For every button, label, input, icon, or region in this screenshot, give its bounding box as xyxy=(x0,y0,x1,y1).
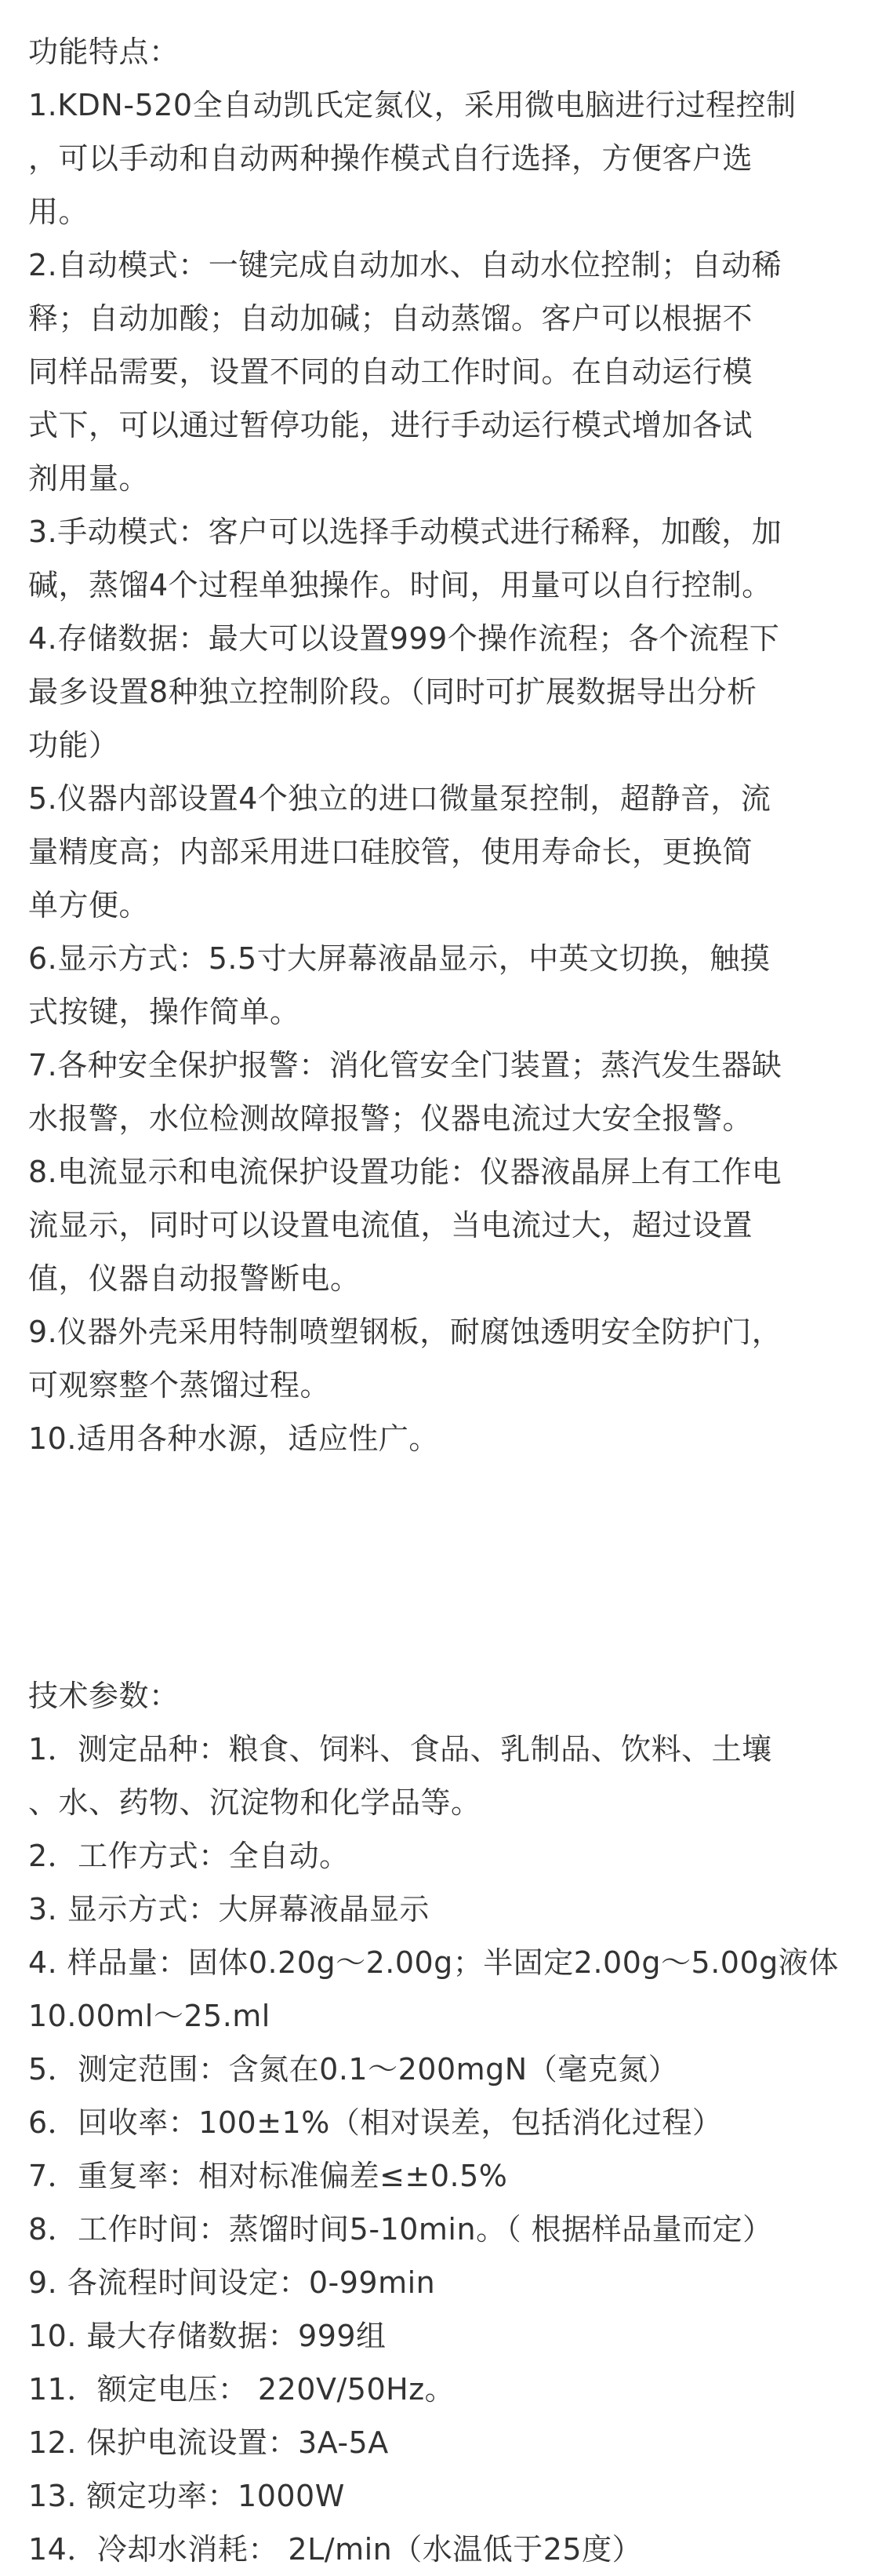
features-line: ，可以手动和自动两种操作模式自行选择，方便客户选 xyxy=(28,141,753,176)
specs-line: 10.00ml～25.ml xyxy=(28,1999,270,2033)
features-line: 单方便。 xyxy=(28,888,150,922)
features-line: 可观察整个蒸馏过程。 xyxy=(28,1368,331,1403)
features-line: 值，仪器自动报警断电。 xyxy=(28,1261,361,1296)
specs-line: 2．工作方式：全自动。 xyxy=(28,1839,350,1873)
specs-line: 3. 显示方式：大屏幕液晶显示 xyxy=(28,1892,430,1927)
features-line: 剂用量。 xyxy=(28,461,150,496)
specs-line: 5．测定范围：含氮在0.1～200mgN（毫克氮） xyxy=(28,2052,679,2087)
features-line: 用。 xyxy=(28,195,89,229)
specs-section xyxy=(28,1669,859,2576)
features-line: 4.存储数据：最大可以设置999个操作流程；各个流程下 xyxy=(28,621,780,656)
features-line: 最多设置8种独立控制阶段。（同时可扩展数据导出分析 xyxy=(28,675,757,709)
features-line: 同样品需要，设置不同的自动工作时间。在自动运行模 xyxy=(28,355,753,389)
features-line: 2.自动模式：一键完成自动加水、自动水位控制；自动稀 xyxy=(28,248,782,282)
features-line: 10.适用各种水源，适应性广。 xyxy=(28,1421,439,1456)
features-line: 功能） xyxy=(28,728,119,762)
specs-line: 12. 保护电流设置：3A-5A xyxy=(28,2425,389,2460)
features-line: 3.手动模式：客户可以选择手动模式进行稀释，加酸，加 xyxy=(28,515,782,549)
features-line: 5.仪器内部设置4个独立的进口微量泵控制，超静音，流 xyxy=(28,781,771,816)
specs-line: 8．工作时间：蒸馏时间5-10min。（ 根据样品量而定） xyxy=(28,2212,773,2247)
features-line: 6.显示方式：5.5寸大屏幕液晶显示，中英文切换，触摸 xyxy=(28,941,771,976)
features-line: 式按键，操作简单。 xyxy=(28,995,300,1029)
specs-line: 7．重复率：相对标准偏差≤±0.5% xyxy=(28,2159,508,2193)
features-line: 水报警，水位检测故障报警；仪器电流过大安全报警。 xyxy=(28,1101,753,1136)
features-line: 量精度高；内部采用进口硅胶管，使用寿命长，更换简 xyxy=(28,835,753,869)
features-line: 式下，可以通过暂停功能，进行手动运行模式增加各试 xyxy=(28,408,753,442)
specs-line: 10. 最大存储数据：999组 xyxy=(28,2319,387,2353)
features-section xyxy=(28,25,859,1465)
features-line: 7.各种安全保护报警：消化管安全门装置；蒸汽发生器缺 xyxy=(28,1048,782,1082)
specs-line: 14．冷却水消耗： 2L/min（水温低于25度） xyxy=(28,2532,643,2567)
features-line: 9.仪器外壳采用特制喷塑钢板，耐腐蚀透明安全防护门， xyxy=(28,1315,782,1349)
specs-line: 、水、药物、沉淀物和化学品等。 xyxy=(28,1785,481,1820)
features-line: 碱，蒸馏4个过程单独操作。时间，用量可以自行控制。 xyxy=(28,568,772,602)
specs-line: 9. 各流程时间设定：0-99min xyxy=(28,2265,436,2300)
specs-line: 13. 额定功率：1000W xyxy=(28,2479,345,2513)
features-heading: 功能特点： xyxy=(28,35,180,69)
specs-line: 4. 样品量：固体0.20g～2.00g；半固定2.00g～5.00g液体 xyxy=(28,1945,839,1980)
specs-heading: 技术参数： xyxy=(28,1679,180,1713)
specs-line: 6．回收率：100±1%（相对误差，包括消化过程） xyxy=(28,2105,723,2140)
document-body xyxy=(28,25,859,2576)
features-line: 释；自动加酸；自动加碱；自动蒸馏。客户可以根据不 xyxy=(28,301,753,336)
specs-line: 11．额定电压： 220V/50Hz。 xyxy=(28,2372,456,2407)
features-line: 1.KDN-520全自动凯氏定氮仪，采用微电脑进行过程控制 xyxy=(28,88,797,122)
specs-line: 1．测定品种：粮食、饲料、食品、乳制品、饮料、土壤 xyxy=(28,1732,772,1766)
features-line: 流显示，同时可以设置电流值，当电流过大，超过设置 xyxy=(28,1208,753,1243)
section-gap xyxy=(28,1465,859,1669)
features-line: 8.电流显示和电流保护设置功能：仪器液晶屏上有工作电 xyxy=(28,1155,782,1189)
